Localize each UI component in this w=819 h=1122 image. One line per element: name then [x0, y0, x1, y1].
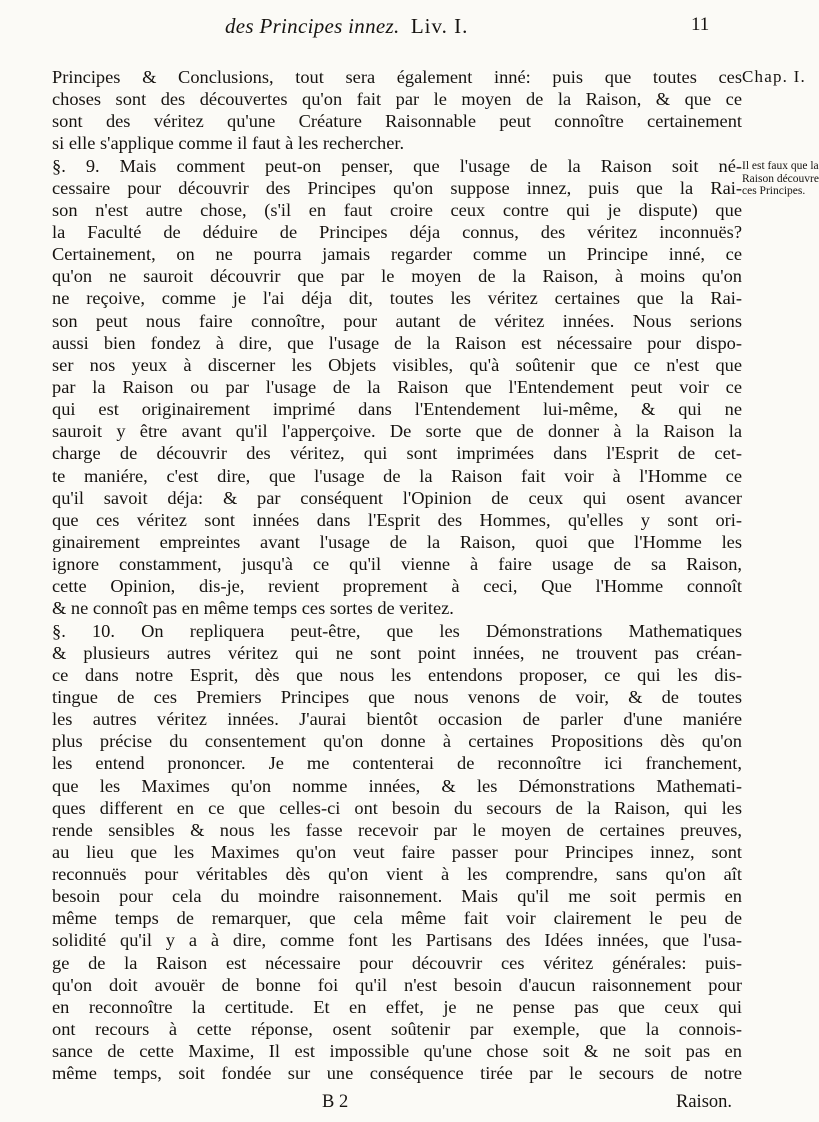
margin-note-line: Il est faux que la: [742, 160, 819, 172]
text-line: & plusieurs autres véritez qui ne sont point innées, ne trouvent pas créan-: [52, 642, 742, 663]
text-line: même temps, soit fondée sur une conséquence tirée par le secours de notre: [52, 1063, 742, 1084]
text-line: par la Raison ou par l'usage de la Raison que l'Entendement peut voir ce: [52, 376, 742, 397]
text-line: plus précise du consentement qu'on donne à certaines Propositions dès qu'on: [52, 731, 742, 752]
text-line: en reconnoître la certitude. Et en effet, je ne pense pas que ceux qui: [52, 996, 742, 1017]
margin-note-line: ces Principes.: [742, 185, 806, 197]
text-line: sont des véritez qu'une Créature Raisonnable peut connoître certainement: [52, 111, 742, 132]
text-line: ce dans notre Esprit, dès que nous les entendons proposer, ce qui les dis-: [52, 664, 742, 685]
text-line: ques different en ce que celles-ci ont besoin du secours de la Raison, qui les: [52, 797, 742, 818]
text-line: §. 10. On repliquera peut-être, que les Démonstrations Mathematiques: [52, 620, 742, 641]
margin-note: [742, 160, 819, 198]
text-line: solidité qu'il y a à dire, comme font les Partisans des Idées innées, que l'usa-: [52, 930, 742, 951]
text-line: son peut nous faire connoître, pour autant de véritez innées. Nous serions: [52, 310, 742, 331]
text-line: charge de découvrir des véritez, qui sont imprimées dans l'Esprit de cet-: [52, 443, 742, 464]
text-line: aussi bien fondez à dire, que l'usage de la Raison est nécessaire pour dispo-: [52, 332, 742, 353]
text-line: la Faculté de déduire de Principes déja connus, des véritez inconnuës?: [52, 221, 742, 242]
text-line: au lieu que les Maximes qu'on veut faire passer pour Principes innez, sont: [52, 841, 742, 862]
book-number: Liv. I.: [410, 14, 469, 38]
text-line: reconnuës pour véritables dès qu'on vient à les comprendre, sans qu'on aît: [52, 864, 742, 885]
text-line: les autres véritez innées. J'aurai bientôt occasion de parler d'une maniére: [52, 709, 742, 730]
text-line: que les Maximes qu'on nomme innées, & les Démonstrations Mathemati-: [52, 775, 742, 796]
running-header: [225, 14, 725, 40]
signature-mark: B 2: [322, 1092, 349, 1112]
text-line: ge de la Raison est nécessaire pour découvrir ces véritez générales: puis-: [52, 952, 742, 973]
text-line: sance de cette Maxime, Il est impossible qu'une chose soit & ne soit pas en: [52, 1041, 742, 1062]
text-line: cessaire pour découvrir des Principes qu'on suppose innez, puis que la Rai-: [52, 177, 742, 198]
text-line: les entend prononcer. Je me contenterai de reconnoître ici franchement,: [52, 753, 742, 774]
text-line: qu'on ne sauroit découvrir que par le moyen de la Raison, à moins qu'on: [52, 266, 742, 287]
text-line: & ne connoît pas en même temps ces sortes de veritez.: [52, 598, 454, 619]
text-line: choses sont des découvertes qu'on fait par le moyen de la Raison, & que ce: [52, 89, 742, 110]
running-title: des Principes innez.: [225, 14, 400, 38]
text-line: que ces véritez sont innées dans l'Esprit des Hommes, qu'elles y sont ori-: [52, 509, 742, 530]
text-line: ne reçoive, comme je l'ai déja dit, toutes les véritez certaines que la Rai-: [52, 288, 742, 309]
page-footer: [0, 1092, 801, 1116]
text-line: besoin pour cela du moindre raisonnement. Mais qu'il me soit permis en: [52, 886, 742, 907]
text-line: qui est originairement imprimé dans l'Entendement lui-même, & qui ne: [52, 399, 742, 420]
text-line: ignore constamment, jusqu'à ce qu'il vienne à faire usage de sa Raison,: [52, 554, 742, 575]
text-line: Principes & Conclusions, tout sera également inné: puis que toutes ces: [52, 67, 742, 87]
margin-note-line: Raison découvre: [742, 172, 819, 185]
text-line: si elle s'applique comme il faut à les rechercher.: [52, 133, 405, 154]
text-line: Certainement, on ne pourra jamais regarder comme un Principe inné, ce: [52, 244, 742, 265]
text-line: rende sensibles & nous les fasse recevoir par le moyen de certaines preuves,: [52, 819, 742, 840]
text-line: cette Opinion, dis-je, revient proprement à ceci, Que l'Homme connoît: [52, 576, 742, 597]
text-line: qu'il savoit déja: & par conséquent l'Opinion de ceux qui osent avancer: [52, 487, 742, 508]
text-line: son n'est autre chose, (s'il en faut croire ceux contre qui je dispute) que: [52, 199, 742, 220]
text-line: §. 9. Mais comment peut-on penser, que l'usage de la Raison soit né-: [52, 155, 742, 176]
body-text: [52, 66, 742, 1084]
text-line: ont recours à cette réponse, osent soûtenir par exemple, que la connois-: [52, 1019, 742, 1040]
text-line: même temps de remarquer, que cela même fait voir clairement le peu de: [52, 908, 742, 929]
text-line: te maniére, c'est dire, que l'usage de la Raison fait voir à l'Homme ce: [52, 465, 742, 486]
text-line: sauroit y être avant qu'il l'apperçoive. De sorte que de donner à la Raison la: [52, 421, 742, 442]
text-line: tingue de ces Premiers Principes que nous venons de voir, & de toutes: [52, 686, 742, 707]
catchword: Raison.: [676, 1092, 733, 1112]
page-number: 11: [691, 14, 710, 35]
text-line: ser nos yeux à discerner les Objets visibles, qu'à soûtenir que ce n'est que: [52, 354, 742, 375]
chapter-marker: Chap. I.: [742, 67, 806, 86]
text-line: qu'on doit avouër de bonne foi qu'il n'est besoin d'aucun raisonnement pour: [52, 974, 742, 995]
text-line: ginairement empreintes avant l'usage de la Raison, quoi que l'Homme les: [52, 531, 742, 552]
